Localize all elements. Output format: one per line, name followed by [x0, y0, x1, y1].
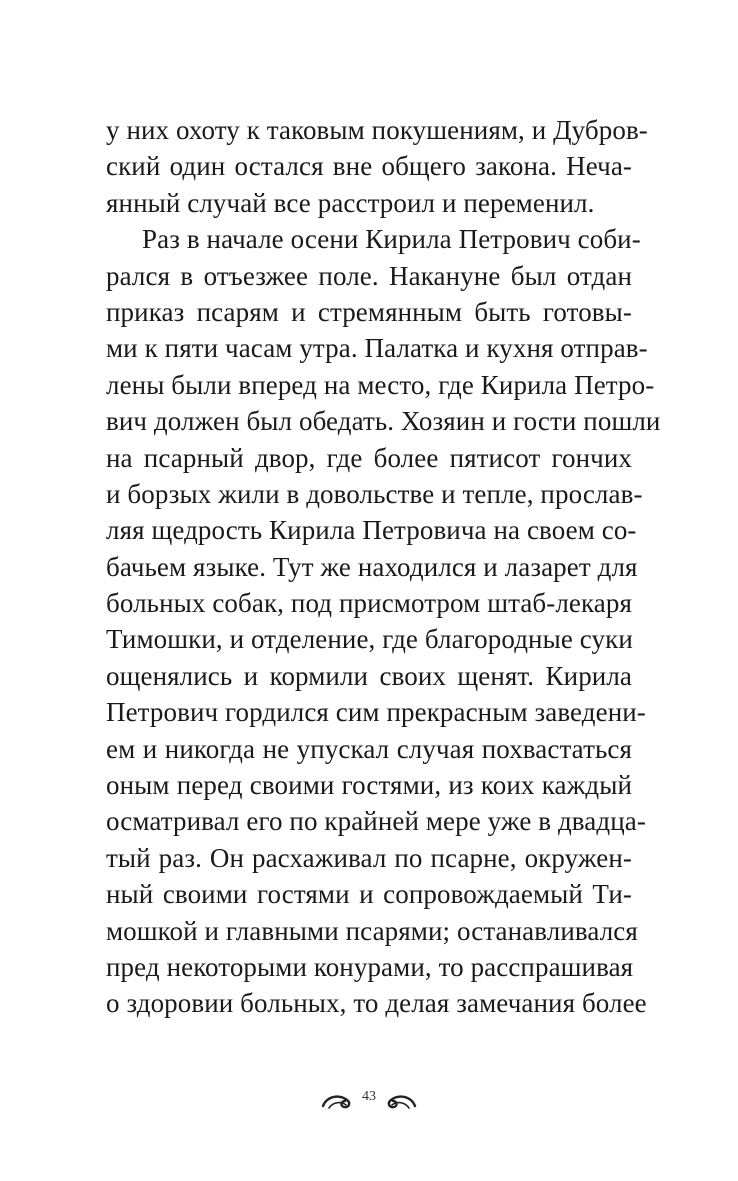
text-line: ощенялись и кормили своих щенят. Кирила — [106, 660, 632, 691]
text-line: пред некоторыми конурами, то расспрашивая — [106, 951, 634, 982]
text-line: приказ псарям и стремянным быть готовы- — [106, 296, 632, 327]
text-line: о здоровии больных, то делая замечания более — [106, 988, 647, 1019]
text-line: лены были вперед на место, где Кирила Петро- — [106, 369, 655, 400]
page-number: 43 — [362, 1089, 376, 1104]
text-line: Раз в начале осени Кирила Петрович соби- — [142, 224, 641, 255]
body-text — [106, 112, 661, 1022]
text-line: мошкой и главными псарями; останавливался — [106, 915, 638, 946]
text-line: тый раз. Он расхаживал по псарне, окружен- — [106, 842, 632, 873]
text-line: больных собак, под присмотром штаб-лекаря — [106, 588, 632, 619]
text-line: Петрович гордился сим прекрасным заведени- — [106, 697, 646, 728]
text-line: бачьем языке. Тут же находился и лазарет для — [106, 551, 638, 582]
text-line: ляя щедрость Кирила Петровича на своем со- — [106, 515, 637, 546]
text-line: вич должен был обедать. Хозяин и гости пошли — [106, 406, 661, 437]
page-folio — [319, 1088, 419, 1110]
text-line: Тимошки, и отделение, где благородные суки — [106, 624, 633, 655]
text-line: ми к пяти часам утра. Палатка и кухня отправ- — [106, 333, 648, 364]
text-line: янный случай все расстроил и переменил. — [106, 187, 595, 218]
text-line: осматривал его по крайней мере уже в двадца- — [106, 806, 646, 837]
text-line: ный своими гостями и сопровождаемый Ти- — [106, 879, 632, 910]
text-line: и борзых жили в довольстве и тепле, прослав- — [106, 478, 643, 509]
text-line: у них охоту к таковым покушениям, и Дубров- — [106, 115, 648, 145]
text-line: рался в отъезжее поле. Накануне был отдан — [106, 260, 632, 291]
text-line: ский один остался вне общего закона. Неча- — [106, 151, 632, 182]
text-line: на псарный двор, где более пятисот гончих — [106, 442, 632, 473]
text-line: оным перед своими гостями, из коих каждый — [106, 770, 632, 801]
text-line: ем и никогда не упускал случая похвастаться — [106, 733, 632, 764]
